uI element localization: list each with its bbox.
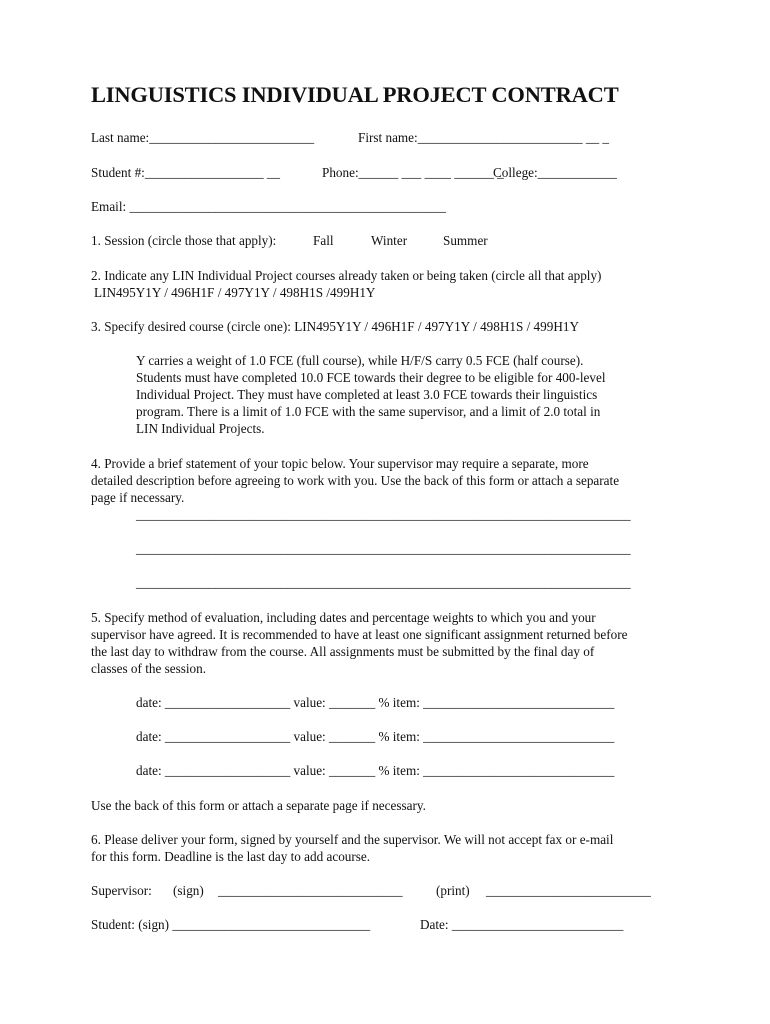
supervisor-label: Supervisor: xyxy=(91,883,152,898)
q3-note-line: LIN Individual Projects. xyxy=(136,421,265,436)
back-of-form-note: Use the back of this form or attach a separate page if necessary. xyxy=(91,798,426,813)
topic-answer-line[interactable]: ___________________________________________________________________________ xyxy=(136,575,631,590)
q6-line: for this form. Deadline is the last day to add acourse. xyxy=(91,849,371,864)
email-field[interactable]: Email: ________________________________________________ xyxy=(91,199,446,214)
q4-prompt-line: 4. Provide a brief statement of your topic below. Your supervisor may require a separate, more xyxy=(91,456,589,471)
q6-line: 6. Please deliver your form, signed by yourself and the supervisor. We will not accept fax or e-mail xyxy=(91,832,614,847)
q5-prompt-line: 5. Specify method of evaluation, including dates and percentage weights to which you and your xyxy=(91,610,596,625)
date-field[interactable]: Date: __________________________ xyxy=(420,917,624,932)
student-number-field[interactable]: Student #:__________________ __ xyxy=(91,165,281,180)
supervisor-print-label: (print) xyxy=(436,883,470,898)
session-label: 1. Session (circle those that apply): xyxy=(91,233,277,248)
q3-note-line: Individual Project. They must have completed at least 3.0 FCE towards their linguistics xyxy=(136,387,598,402)
topic-answer-line[interactable]: ___________________________________________________________________________ xyxy=(136,507,631,522)
phone-field[interactable]: Phone:______ ___ ____ ______ _ xyxy=(322,165,504,180)
q5-prompt-line: supervisor have agreed. It is recommended to have at least one significant assignment returned before xyxy=(91,627,628,642)
last-name-field[interactable]: Last name:_________________________ xyxy=(91,130,315,145)
session-option-fall[interactable]: Fall xyxy=(313,233,334,248)
q5-prompt-line: classes of the session. xyxy=(91,661,207,676)
q3-note-line: program. There is a limit of 1.0 FCE with the same supervisor, and a limit of 2.0 total in xyxy=(136,404,601,419)
session-option-winter[interactable]: Winter xyxy=(371,233,408,248)
first-name-field[interactable]: First name:_________________________ __ _ xyxy=(358,130,609,145)
topic-answer-line[interactable]: ___________________________________________________________________________ xyxy=(136,541,631,556)
page-title: LINGUISTICS INDIVIDUAL PROJECT CONTRACT xyxy=(91,82,619,107)
session-option-summer[interactable]: Summer xyxy=(443,233,488,248)
student-signature-field[interactable]: Student: (sign) ______________________________ xyxy=(91,917,371,932)
q2-course-options[interactable]: LIN495Y1Y / 496H1F / 497Y1Y / 498H1S /499H1Y xyxy=(94,285,376,300)
evaluation-row[interactable]: date: ___________________ value: _______ % item: _____________________________ xyxy=(136,763,615,778)
college-field[interactable]: College:____________ xyxy=(493,165,617,180)
q2-prompt: 2. Indicate any LIN Individual Project courses already taken or being taken (circle all that apply) xyxy=(91,268,602,283)
supervisor-print-field[interactable]: _________________________ xyxy=(486,883,651,898)
q4-prompt-line: detailed description before agreeing to work with you. Use the back of this form or attach a separate xyxy=(91,473,620,488)
q3-note-line: Y carries a weight of 1.0 FCE (full course), while H/F/S carry 0.5 FCE (half course). xyxy=(136,353,584,368)
supervisor-sign-label: (sign) xyxy=(173,883,204,898)
supervisor-signature-field[interactable]: ____________________________ xyxy=(218,883,403,898)
evaluation-row[interactable]: date: ___________________ value: _______ % item: _____________________________ xyxy=(136,695,615,710)
q4-prompt-line: page if necessary. xyxy=(91,490,185,505)
evaluation-row[interactable]: date: ___________________ value: _______ % item: _____________________________ xyxy=(136,729,615,744)
q3-note-line: Students must have completed 10.0 FCE towards their degree to be eligible for 400-level xyxy=(136,370,606,385)
q5-prompt-line: the last day to withdraw from the course. All assignments must be submitted by the final day of xyxy=(91,644,595,659)
q3-prompt[interactable]: 3. Specify desired course (circle one): LIN495Y1Y / 496H1F / 497Y1Y / 498H1S / 499H1Y xyxy=(91,319,579,334)
